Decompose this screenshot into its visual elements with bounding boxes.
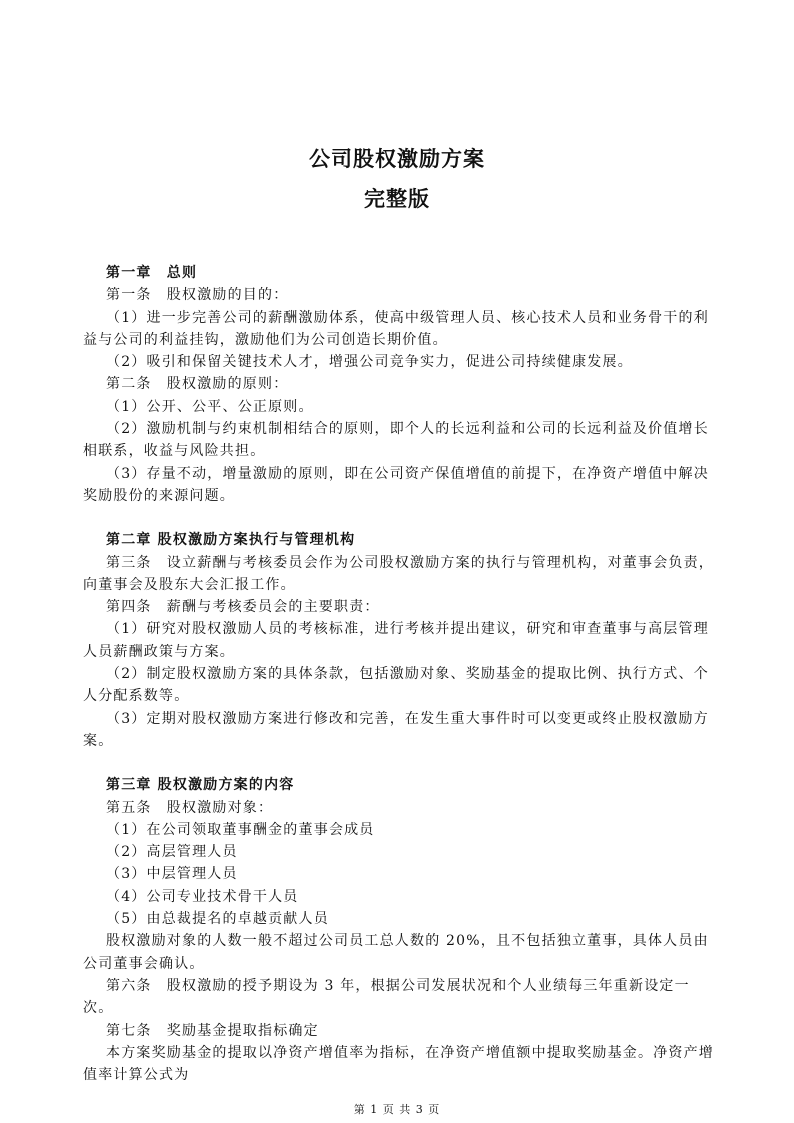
paragraph: 第五条 股权激励对象： [106,799,274,816]
paragraph: （2）制定股权激励方案的具体条款，包括激励对象、奖励基金的提取比例、执行方式、个人分配系数等。 [83,666,709,705]
paragraph: 第六条 股权激励的授予期设为 3 年，根据公司发展状况和个人业绩每三年重新设定一次。 [83,977,690,1017]
paragraph: 第三条 设立薪酬与考核委员会作为公司股权激励方案的执行与管理机构，对董事会负责，向董事会及股东大会汇报工作。 [83,554,714,593]
paragraph: 第一条 股权激励的目的： [106,287,289,304]
paragraph: （1）进一步完善公司的薪酬激励体系，使高中级管理人员、核心技术人员和业务骨干的利益与公司的利益挂钩，激励他们为公司创造长期价值。 [83,309,709,348]
paragraph: （2）吸引和保留关键技术人才，增强公司竞争实力，促进公司持续健康发展。 [106,354,633,371]
paragraph: （2）高层管理人员 [106,844,238,861]
paragraph: 第七条 奖励基金提取指标确定 [106,1022,319,1039]
document-body [83,262,717,1086]
chapter-heading: 第一章 总则 [106,265,198,281]
paragraph: （3）存量不动，增量激励的原则，即在公司资产保值增值的前提下，在净资产增值中解决奖励股份的来源问题。 [83,465,709,504]
document-title: 公司股权激励方案 [309,146,485,171]
paragraph: 股权激励对象的人数一般不超过公司员工总人数的 20%，且不包括独立董事，具体人员由公司董事会确认。 [83,933,709,972]
paragraph: （3）定期对股权激励方案进行修改和完善，在发生重大事件时可以变更或终止股权激励方案。 [83,710,709,749]
paragraph: （1）研究对股权激励人员的考核标准，进行考核并提出建议，研究和审查董事与高层管理人员薪酬政策与方案。 [83,621,709,660]
paragraph: （3）中层管理人员 [106,866,238,883]
paragraph: （5）由总裁提名的卓越贡献人员 [106,911,329,928]
chapter-heading: 第二章 股权激励方案执行与管理机构 [106,532,356,549]
chapter-heading: 第三章 股权激励方案的内容 [106,777,295,794]
paragraph: （1）在公司领取董事酬金的董事会成员 [106,821,375,838]
paragraph: 第四条 薪酬与考核委员会的主要职责： [106,599,380,616]
paragraph: （4）公司专业技术骨干人员 [106,888,299,905]
paragraph: 第二条 股权激励的原则： [106,376,289,393]
document-subtitle: 完整版 [364,186,430,211]
paragraph: （2）激励机制与约束机制相结合的原则，即个人的长远利益和公司的长远利益及价值增长相联系，收益与风险共担。 [83,421,709,460]
paragraph: （1）公开、公平、公正原则。 [106,398,314,415]
page-footer: 第 1 页 共 3 页 [353,1103,441,1117]
paragraph: 本方案奖励基金的提取以净资产增值率为指标，在净资产增值额中提取奖励基金。净资产增值率计算公式为 [83,1044,714,1084]
page-column [83,262,717,1118]
